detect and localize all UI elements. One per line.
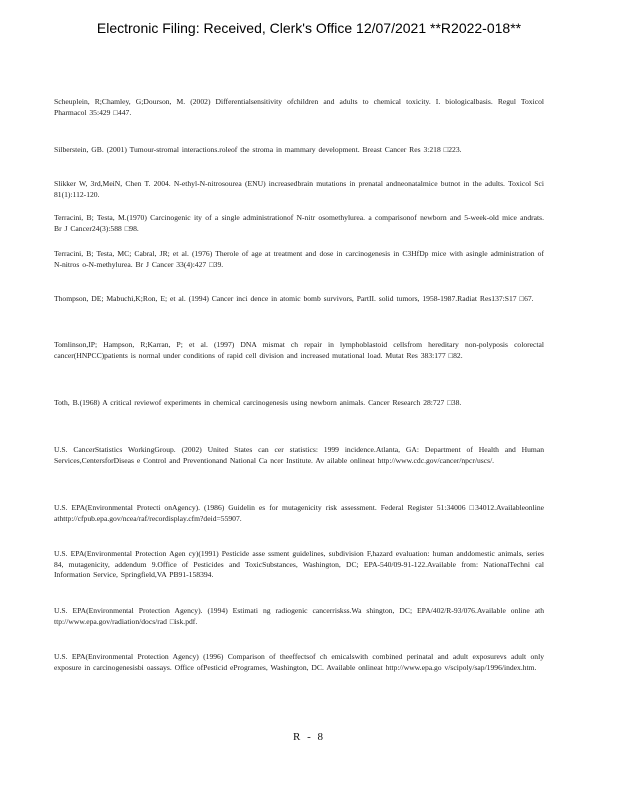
reference-entry-us-cancer-statistics: U.S. CancerStatistics WorkingGroup. (2002) United States can cer statistics: 1999 incidence.Atlanta, GA: Department of Health and Human Services,CentersforDiseas e Control and Preventionand National Ca ncer Institute. Av ailable onlineat http://www.cdc.gov/cancer/npcr/uscs/. xyxy=(54,445,544,465)
page-header: Electronic Filing: Received, Clerk's Office 12/07/2021 **R2022-018** xyxy=(96,20,522,36)
reference-entry-thompson: Thompson, DE; Mabuchi,K;Ron, E; et al. (1994) Cancer inci dence in atomic bomb survivors, PartII. solid tumors, 1958-1987.Radiat Res137:S17 □67. xyxy=(54,294,534,303)
reference-entry-silberstein: Silberstein, GB. (2001) Tumour-stromal interactions.roleof the stroma in mammary development. Breast Cancer Res 3:218 □223. xyxy=(54,145,462,154)
reference-entry-terracini-1976: Terracini, B; Testa, MC; Cabral, JR; et al. (1976) Therole of age at treatment and dose in carcinogenesis in C3HfDp mice with asingle administration of N-nitros o-N-methylurea. Br J Cancer 33(4):427 □39. xyxy=(54,249,544,269)
reference-entry-us-epa-1996: U.S. EPA(Environmental Protection Agency) (1996) Comparison of theeffectsof ch emicalswith combined perinatal and adult exposurevs adult only exposure in carcinogenesisbi oassays. Office ofPesticid eProgrames, Washington, DC. Available onlineat http://www.epa.go v/scipoly/sap/1996/index.htm. xyxy=(54,652,544,672)
reference-entry-us-epa-1991: U.S. EPA(Environmental Protection Agen cy)(1991) Pesticide asse ssment guidelines, subdivision F,hazard evaluation: human anddomestic animals, series 84, mutagenicity, addendum 9.Office of Pesticides and ToxicSubstances, Washington, DC; EPA-540/09-91-122.Available from: NationalTechni cal Information Service, Springfield,VA PB91-158394. xyxy=(54,549,544,579)
reference-entry-terracini-1970: Terracini, B; Testa, M.(1970) Carcinogenic ity of a single administrationof N-nitr osomethylurea. a comparisonof newborn and 5-week-old mice andrats. Br J Cancer24(3):588 □98. xyxy=(54,213,544,233)
reference-entry-tomlinson: Tomlinson,IP; Hampson, R;Karran, P; et al. (1997) DNA mismat ch repair in lymphoblastoid cellsfrom hereditary non-polyposis colorectal cancer(HNPCC)patients is normal under conditions of rapid cell division and increased mutational load. Mutat Res 383:177 □82. xyxy=(54,340,544,360)
page-number: R - 8 xyxy=(293,731,325,743)
reference-entry-scheuplein: Scheuplein, R;Chamley, G;Dourson, M. (2002) Differentialsensitivity ofchildren and adults to chemical toxicity. I. biologicalbasis. Regul Toxicol Pharmacol 35:429 □447. xyxy=(54,97,544,117)
reference-entry-us-epa-1986: U.S. EPA(Environmental Protecti onAgency). (1986) Guidelin es for mutagenicity risk assessment. Federal Register 51:34006 □34012.Availableonline athttp://cfpub.epa.gov/ncea/raf/recordisplay.cfm?deid=55907. xyxy=(54,503,544,523)
reference-entry-slikker: Slikker W, 3rd,MeiN, Chen T. 2004. N-ethyl-N-nitrosourea (ENU) increasedbrain mutations in prenatal andneonatalmice butnot in the adults. Toxicol Sci 81(1):112-120. xyxy=(54,179,544,199)
reference-entry-us-epa-1994: U.S. EPA(Environmental Protection Agency). (1994) Estimati ng radiogenic cancerriskss.Wa shington, DC; EPA/402/R-93/076.Available online ath ttp://www.epa.gov/radiation/docs/rad □isk.pdf. xyxy=(54,606,544,626)
reference-entry-toth: Toth, B.(1968) A critical reviewof experiments in chemical carcinogenesis using newborn animals. Cancer Research 28:727 □38. xyxy=(54,398,462,407)
